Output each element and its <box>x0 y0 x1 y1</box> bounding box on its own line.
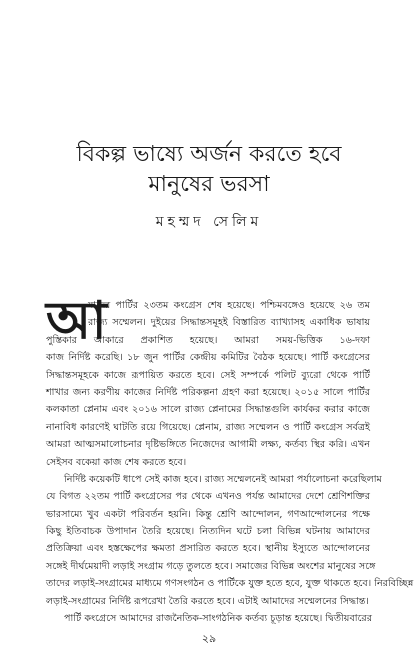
body-line: যে বিগত ২২তম পার্টি কংগ্রেসের পর থেকে এখনও পর্যন্ত আমাদের দেশে শ্রেণিশক্তির <box>46 491 370 503</box>
body-line: কলকাতা প্লেনাম এবং ২০১৬ সালে রাজ্য প্লেনামের সিদ্ধান্তগুলি কার্যকর করার কাজে <box>46 404 370 416</box>
body-line: কাজ নির্দিষ্ট করেছি। ১৮ জুন পার্টির কেন্দ্রীয় কমিটির বৈঠক হয়েছে। পার্টি কংগ্রেসের <box>46 352 370 364</box>
body-line: পার্টি কংগ্রেসে আমাদের রাজনৈতিক-সাংগঠনিক কর্তব্য চূড়ান্ত হয়েছে। দ্বিতীয়বারের <box>64 613 372 625</box>
body-line: কিছু ইতিবাচক উপাদান তৈরি হয়েছে। নিত্যদিন ঘটে চলা বিভিন্ন ঘটনায় আমাদের <box>46 526 370 538</box>
page-number: ২৯ <box>201 632 217 645</box>
body-line: সিদ্ধান্তসমূহকে কাজে রূপায়িত করতে হবে। সেই সম্পর্কে পলিট ব্যুরো থেকে পার্টি <box>46 369 370 381</box>
article-title-line-1: বিকল্প ভাষ্যে অর্জন করতে হবে <box>76 142 342 167</box>
body-line: সেইসব বকেয়া কাজ শেষ করতে হবে। <box>46 456 187 468</box>
article-title-line-2: মানুষের ভরসা <box>148 172 270 197</box>
body-line: ভারসাম্যে খুব একটা পরিবর্তন হয়নি। কিন্তু শ্রেণি আন্দোলন, গণআন্দোলনের পক্ষে <box>46 508 370 520</box>
body-line: লড়াই-সংগ্রামের নির্দিষ্ট রূপরেখা তৈরি করতে হবে। এটাই আমাদের সম্মেলনের সিদ্ধান্ত। <box>46 595 369 607</box>
body-line: রাজ্য সম্মেলন। দুইয়ের সিদ্ধান্তসমূহই বিস্তারিত ব্যাখ্যাসহ একাধিক ভাষায় <box>88 317 370 329</box>
drop-cap: আ <box>46 290 107 351</box>
body-line: প্রতিক্রিয়া এবং হস্তক্ষেপের ক্ষমতা প্রসারিত করতে হবে। স্থানীয় ইস্যুতে আন্দোলনের <box>46 543 370 555</box>
body-line: তাদের লড়াই-সংগ্রামের মাধ্যমে গণসংগঠন ও পার্টিকে যুক্ত হতে হবে, যুক্ত থাকতে হবে। নিরবিচ্ছিন্ন <box>46 578 414 590</box>
body-line: আমরা আত্মসমালোচনার দৃষ্টিভঙ্গিতে নিজেদের আগামী লক্ষ্য, কর্তব্য স্থির করি। এখন <box>46 439 370 451</box>
body-line: সঙ্গেই দীর্ঘমেয়াদী লড়াই সংগ্রাম গড়ে তুলতে হবে। সমাজের বিভিন্ন অংশের মানুষের সঙ্গে <box>46 560 376 572</box>
body-line: পুস্তিকার আকারে প্রকাশিত হয়েছে। আমরা সময়-ভিত্তিক ১৬-দফা <box>46 334 370 346</box>
author-name: মহম্মদ সেলিম <box>155 214 263 230</box>
body-line: মাদের পার্টির ২৩তম কংগ্রেস শেষ হয়েছে। পশ্চিমবঙ্গেও হয়েছে ২৬ তম <box>88 300 370 311</box>
body-line: নির্দিষ্ট কয়েকটি ধাপে সেই কাজ হবে। রাজ্য সম্মেলনেই আমরা পর্যালোচনা করেছিলাম <box>64 473 382 485</box>
body-line: নানাবিধ কারণেই ঘাটতি রয়ে গিয়েছে। প্লেনাম, রাজ্য সম্মেলন ও পার্টি কংগ্রেস সর্বত্রই <box>46 421 370 433</box>
article-body <box>46 297 414 627</box>
body-line: শাখার জন্য করণীয় কাজের নির্দিষ্ট পরিকল্পনা গ্রহণ করা হয়েছে। ২০১৫ সালে পার্টির <box>46 386 370 398</box>
